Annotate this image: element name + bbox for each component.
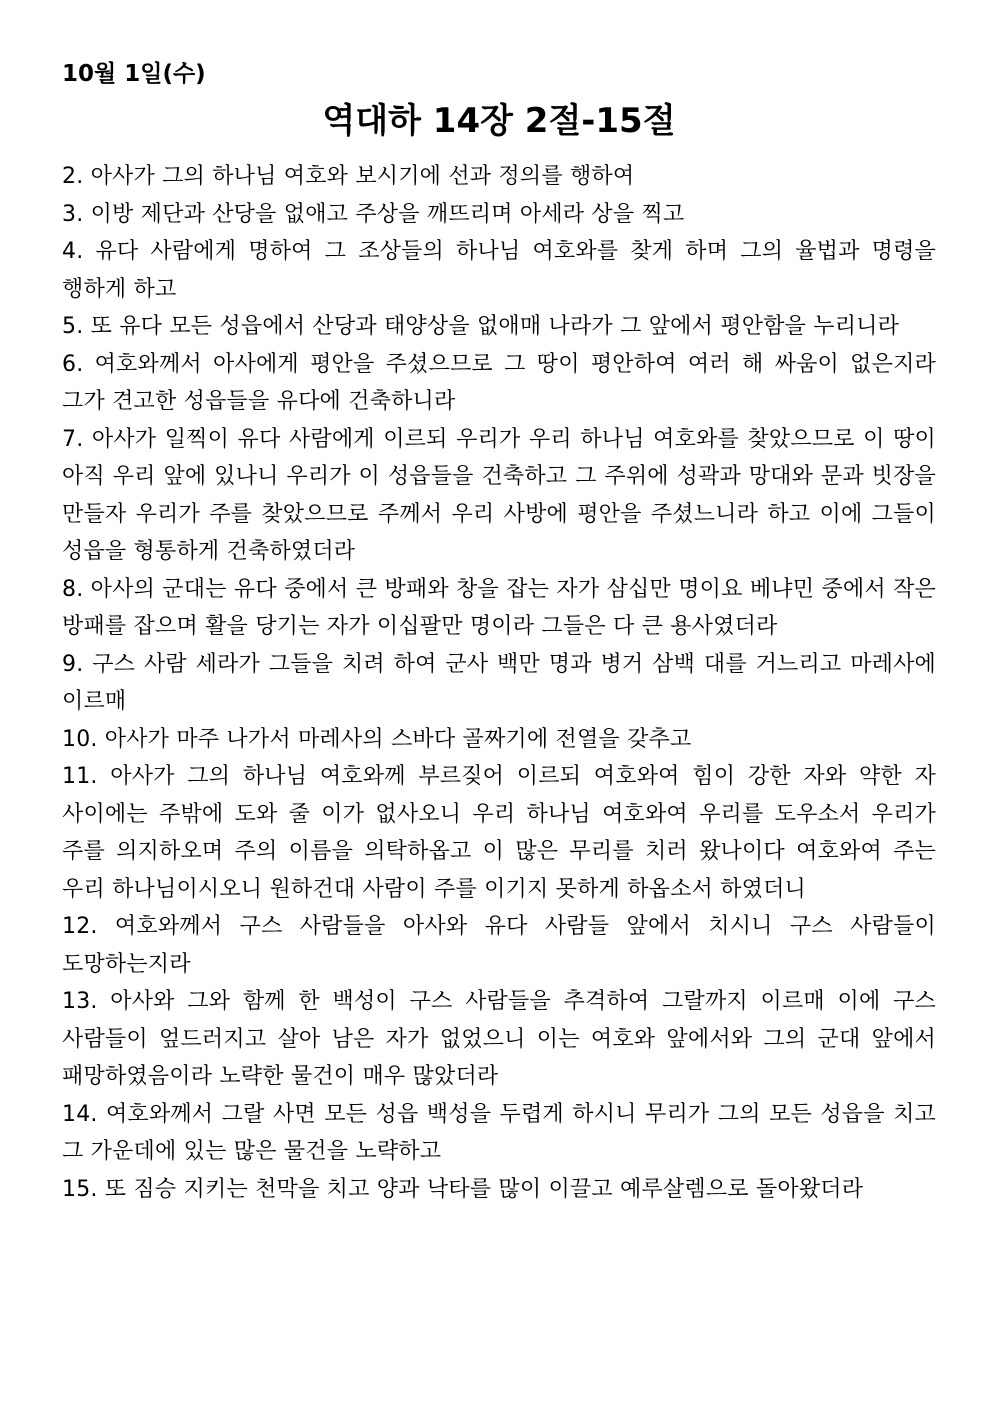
date-heading: 10월 1일(수) (62, 61, 206, 87)
document-page (62, 56, 936, 1208)
verse-9: 9. 구스 사람 세라가 그들을 치려 하여 군사 백만 명과 병거 삼백 대를 거느리고 마레사에 이르매 (62, 651, 936, 714)
verse-11: 11. 아사가 그의 하나님 여호와께 부르짖어 이르되 여호와여 힘이 강한 자와 약한 자 사이에는 주밖에 도와 줄 이가 없사오니 우리 하나님 여호와여 우리를 도우소서 우리가 주를 의지하오며 주의 이름을 의탁하옵고 이 많은 무리를 치러 왔나이다 여호와여 주는 우리 하나님이시오니 원하건대 사람이 주를 이기지 못하게 하옵소서 하였더니 (62, 764, 936, 902)
verse-list (62, 158, 936, 1208)
verse-5: 5. 또 유다 모든 성읍에서 산당과 태양상을 없애매 나라가 그 앞에서 평안함을 누리니라 (62, 314, 900, 339)
verse-10: 10. 아사가 마주 나가서 마레사의 스바다 골짜기에 전열을 갖추고 (62, 726, 692, 752)
verse-15: 15. 또 짐승 지키는 천막을 치고 양과 낙타를 많이 이끌고 예루살렘으로 돌아왔더라 (62, 1176, 864, 1202)
page-title: 역대하 14장 2절-15절 (322, 101, 676, 141)
verse-4: 4. 유다 사람에게 명하여 그 조상들의 하나님 여호와를 찾게 하며 그의 율법과 명령을 행하게 하고 (62, 239, 936, 302)
verse-12: 12. 여호와께서 구스 사람들을 아사와 유다 사람들 앞에서 치시니 구스 사람들이 도망하는지라 (62, 914, 936, 977)
verse-8: 8. 아사의 군대는 유다 중에서 큰 방패와 창을 잡는 자가 삼십만 명이요 베냐민 중에서 작은 방패를 잡으며 활을 당기는 자가 이십팔만 명이라 그들은 다 큰 용사였더라 (62, 576, 936, 639)
verse-7: 7. 아사가 일찍이 유다 사람에게 이르되 우리가 우리 하나님 여호와를 찾았으므로 이 땅이 아직 우리 앞에 있나니 우리가 이 성읍들을 건축하고 그 주위에 성곽과 망대와 문과 빗장을 만들자 우리가 주를 찾았으므로 주께서 우리 사방에 평안을 주셨느니라 하고 이에 그들이 성읍을 형통하게 건축하였더라 (62, 426, 936, 564)
verse-14: 14. 여호와께서 그랄 사면 모든 성읍 백성을 두렵게 하시니 무리가 그의 모든 성읍을 치고 그 가운데에 있는 많은 물건을 노략하고 (62, 1101, 936, 1164)
verse-6: 6. 여호와께서 아사에게 평안을 주셨으므로 그 땅이 평안하여 여러 해 싸움이 없은지라 그가 견고한 성읍들을 유다에 건축하니라 (62, 351, 936, 414)
verse-2: 2. 아사가 그의 하나님 여호와 보시기에 선과 정의를 행하여 (62, 164, 635, 189)
verse-3: 3. 이방 제단과 산당을 없애고 주상을 깨뜨리며 아세라 상을 찍고 (62, 201, 685, 227)
verse-13: 13. 아사와 그와 함께 한 백성이 구스 사람들을 추격하여 그랄까지 이르매 이에 구스 사람들이 엎드러지고 살아 남은 자가 없었으니 이는 여호와 앞에서와 그의 군대 앞에서 패망하였음이라 노략한 물건이 매우 많았더라 (62, 989, 936, 1089)
